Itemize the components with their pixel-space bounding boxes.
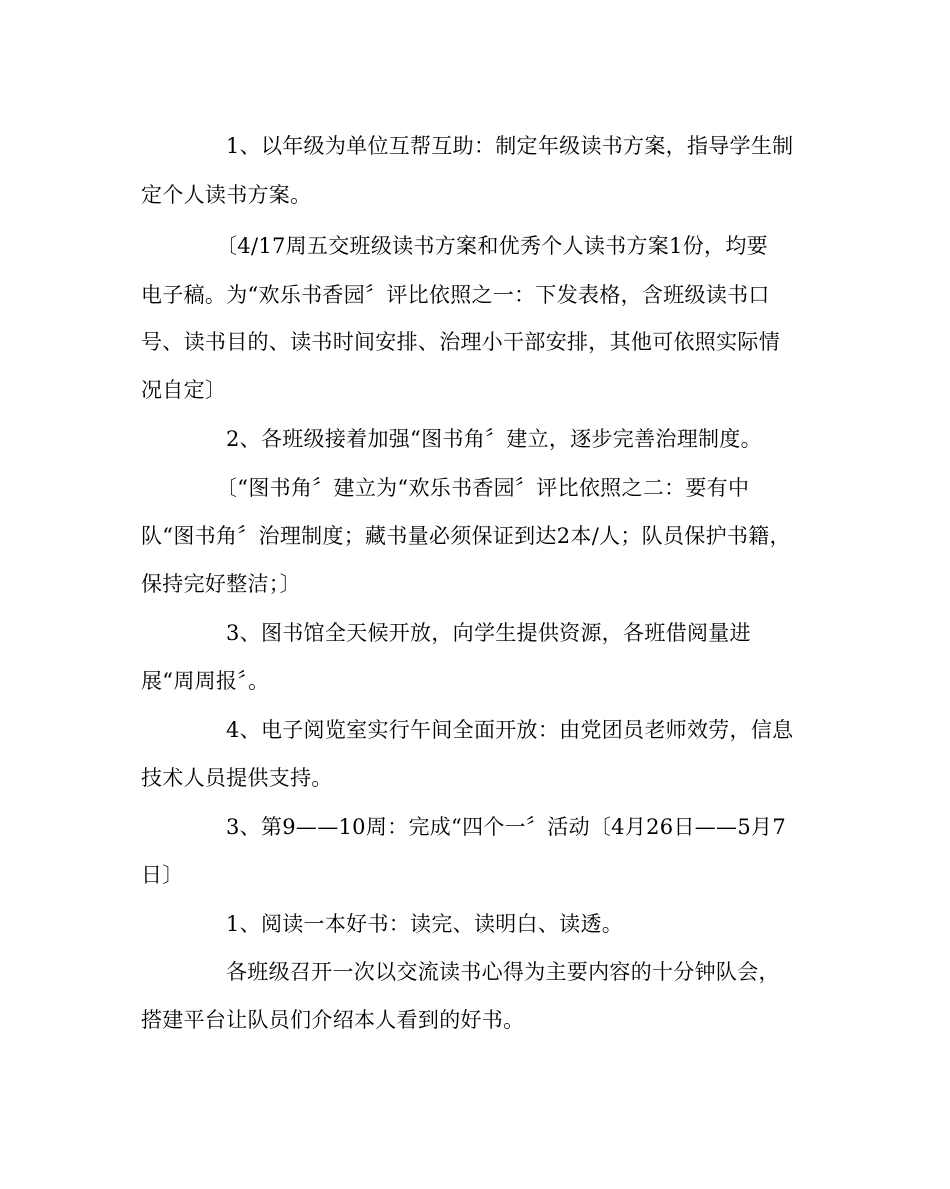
paragraph-line: 况自定〕 [141, 378, 227, 402]
paragraph-line: 号、读书目的、读书时间安排、治理小干部安排，其他可依照实际情 [141, 330, 780, 354]
paragraph-line: 〔“图书角〞建立为“欢乐书香园〞评比依照之二：要有中 [216, 476, 750, 500]
paragraph-line: 技术人员提供支持。 [141, 766, 333, 790]
paragraph-line: 2、各班级接着加强“图书角〞建立，逐步完善治理制度。 [226, 427, 762, 451]
paragraph-line: 队“图书角〞治理制度；藏书量必须保证到达2本/人；队员保护书籍， [141, 524, 791, 548]
paragraph-line: 保持完好整洁；〕 [141, 572, 301, 596]
paragraph-line: 4、电子阅览室实行午间全面开放：由党团员老师效劳，信息 [226, 718, 794, 742]
paragraph-line: 日〕 [141, 863, 184, 887]
paragraph-line: 定个人读书方案。 [141, 183, 312, 207]
paragraph-line: 电子稿。为“欢乐书香园〞评比依照之一：下发表格，含班级读书口 [141, 283, 770, 307]
paragraph-line: 3、第9——10周：完成“四个一〞活动〔4月26日——5月7 [226, 815, 786, 839]
paragraph-line: 各班级召开一次以交流读书心得为主要内容的十分钟队会， [226, 960, 780, 984]
paragraph-line: 1、以年级为单位互帮互助：制定年级读书方案，指导学生制 [226, 134, 794, 158]
paragraph-line: 展“周周报〞。 [141, 669, 270, 693]
paragraph-line: 1、阅读一本好书：读完、读明白、读透。 [226, 912, 624, 936]
paragraph-line: 〔4/17周五交班级读书方案和优秀个人读书方案1份，均要 [216, 234, 768, 258]
paragraph-line: 搭建平台让队员们介绍本人看到的好书。 [141, 1008, 525, 1032]
paragraph-line: 3、图书馆全天候开放，向学生提供资源，各班借阅量进 [226, 621, 751, 645]
